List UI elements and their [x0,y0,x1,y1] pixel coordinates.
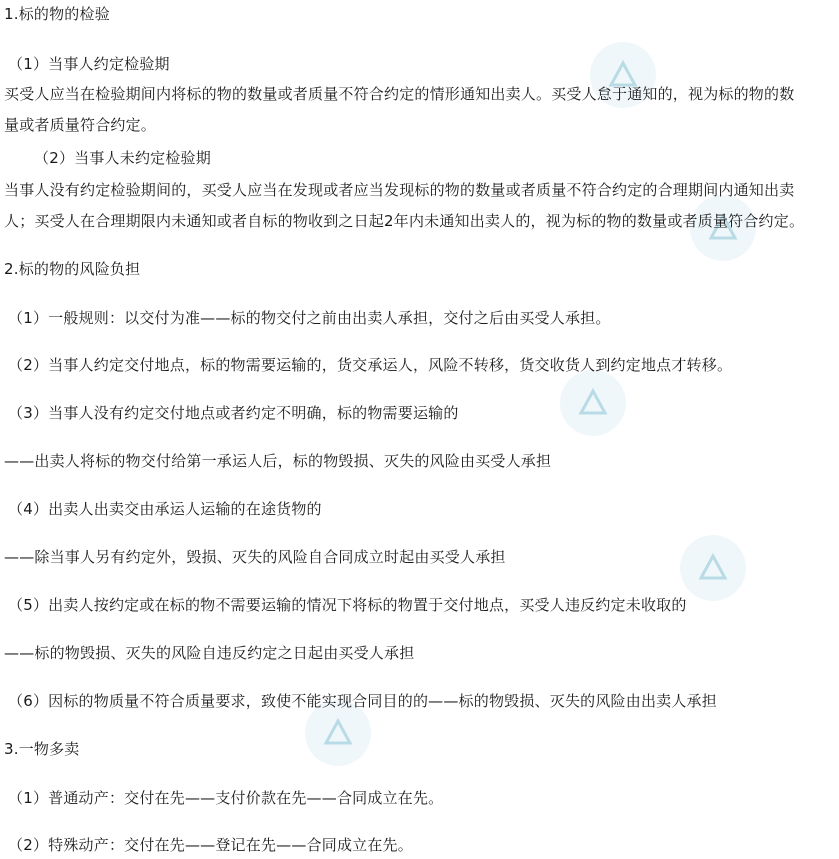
section-heading-1: 1.标的物的检验 [4,5,110,23]
watermark-logo-icon [560,370,626,436]
section-heading-2: 2.标的物的风险负担 [4,260,141,278]
list-item: （4）出卖人出卖交由承运人运输的在途货物的 [8,500,322,518]
paragraph-line: 买受人应当在检验期间内将标的物的数量或者质量不符合约定的情形通知出卖人。买受人怠于通知的，视为标的物的数 [4,85,795,103]
subheading-agreed-inspection-period: （1）当事人约定检验期 [8,55,170,73]
list-item: （2）特殊动产：交付在先——登记在先——合同成立在先。 [8,836,413,854]
list-item: （1）一般规则：以交付为准——标的物交付之前由出卖人承担，交付之后由买受人承担。 [8,309,611,327]
list-item-detail: ——出卖人将标的物交付给第一承运人后，标的物毁损、灭失的风险由买受人承担 [4,452,552,470]
list-item-detail: ——除当事人另有约定外，毁损、灭失的风险自合同成立时起由买受人承担 [4,548,506,566]
list-item-detail: ——标的物毁损、灭失的风险自违反约定之日起由买受人承担 [4,644,415,662]
subheading-no-agreed-inspection-period: （2）当事人未约定检验期 [34,149,211,167]
section-heading-3: 3.一物多卖 [4,740,80,758]
watermark-logo-icon [680,535,746,601]
list-item: （3）当事人没有约定交付地点或者约定不明确，标的物需要运输的 [8,404,459,422]
paragraph-line: 量或者质量符合约定。 [4,116,157,134]
list-item: （2）当事人约定交付地点，标的物需要运输的，货交承运人，风险不转移，货交收货人到约定地点才转移。 [8,356,733,374]
paragraph-line: 人；买受人在合理期限内未通知或者自标的物收到之日起2年内未通知出卖人的，视为标的物的数量或者质量符合约定。 [4,212,805,230]
list-item: （6）因标的物质量不符合质量要求，致使不能实现合同目的的——标的物毁损、灭失的风险由出卖人承担 [8,692,717,710]
paragraph-line: 当事人没有约定检验期间的，买受人应当在发现或者应当发现标的物的数量或者质量不符合约定的合理期间内通知出卖 [4,181,795,199]
list-item: （5）出卖人按约定或在标的物不需要运输的情况下将标的物置于交付地点，买受人违反约定未收取的 [8,596,687,614]
list-item: （1）普通动产：交付在先——支付价款在先——合同成立在先。 [8,789,444,807]
